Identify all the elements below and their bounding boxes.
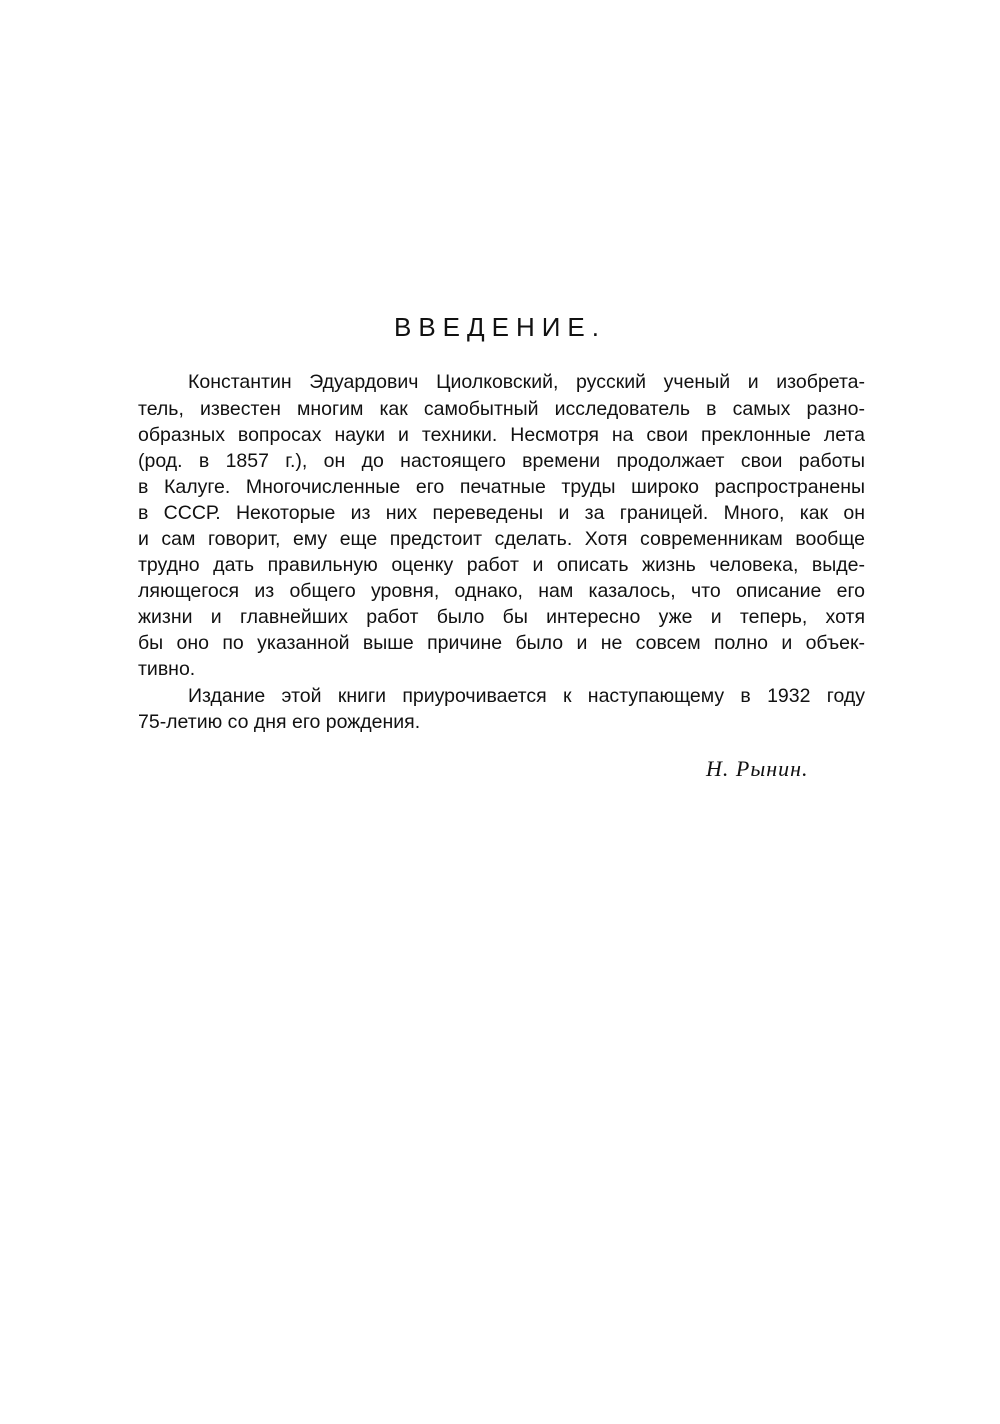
author-signature: Н. Рынин. [706,756,809,781]
text-line: в СССР. Некоторые из них переведены и за границей. Много, как он [138,502,865,524]
text-line: Константин Эдуардович Циолковский, русский ученый и изобрета- [188,371,865,393]
text-line: и сам говорит, ему еще предстоит сделать. Хотя современникам вообще [138,528,865,550]
text-line: 75-летию со дня его рождения. [138,711,421,733]
text-line: бы оно по указанной выше причине было и не совсем полно и объек- [138,632,865,654]
text-line: тель, известен многим как самобытный исследователь в самых разно- [138,398,865,420]
text-line: Издание этой книги приурочивается к наступающему в 1932 году [188,685,865,707]
text-line: в Калуге. Многочисленные его печатные труды широко распространены [138,476,865,498]
text-line: образных вопросах науки и техники. Несмотря на свои преклонные лета [138,424,865,446]
text-line: трудно дать правильную оценку работ и описать жизнь человека, выде- [138,554,865,576]
text-line: ляющегося из общего уровня, однако, нам казалось, что описание его [138,580,865,602]
text-line: тивно. [138,658,196,680]
text-line: жизни и главнейших работ было бы интересно уже и теперь, хотя [138,606,865,628]
page-title: ВВЕДЕНИЕ. [393,312,606,342]
text-line: (род. в 1857 г.), он до настоящего времени продолжает свои работы [138,450,865,472]
